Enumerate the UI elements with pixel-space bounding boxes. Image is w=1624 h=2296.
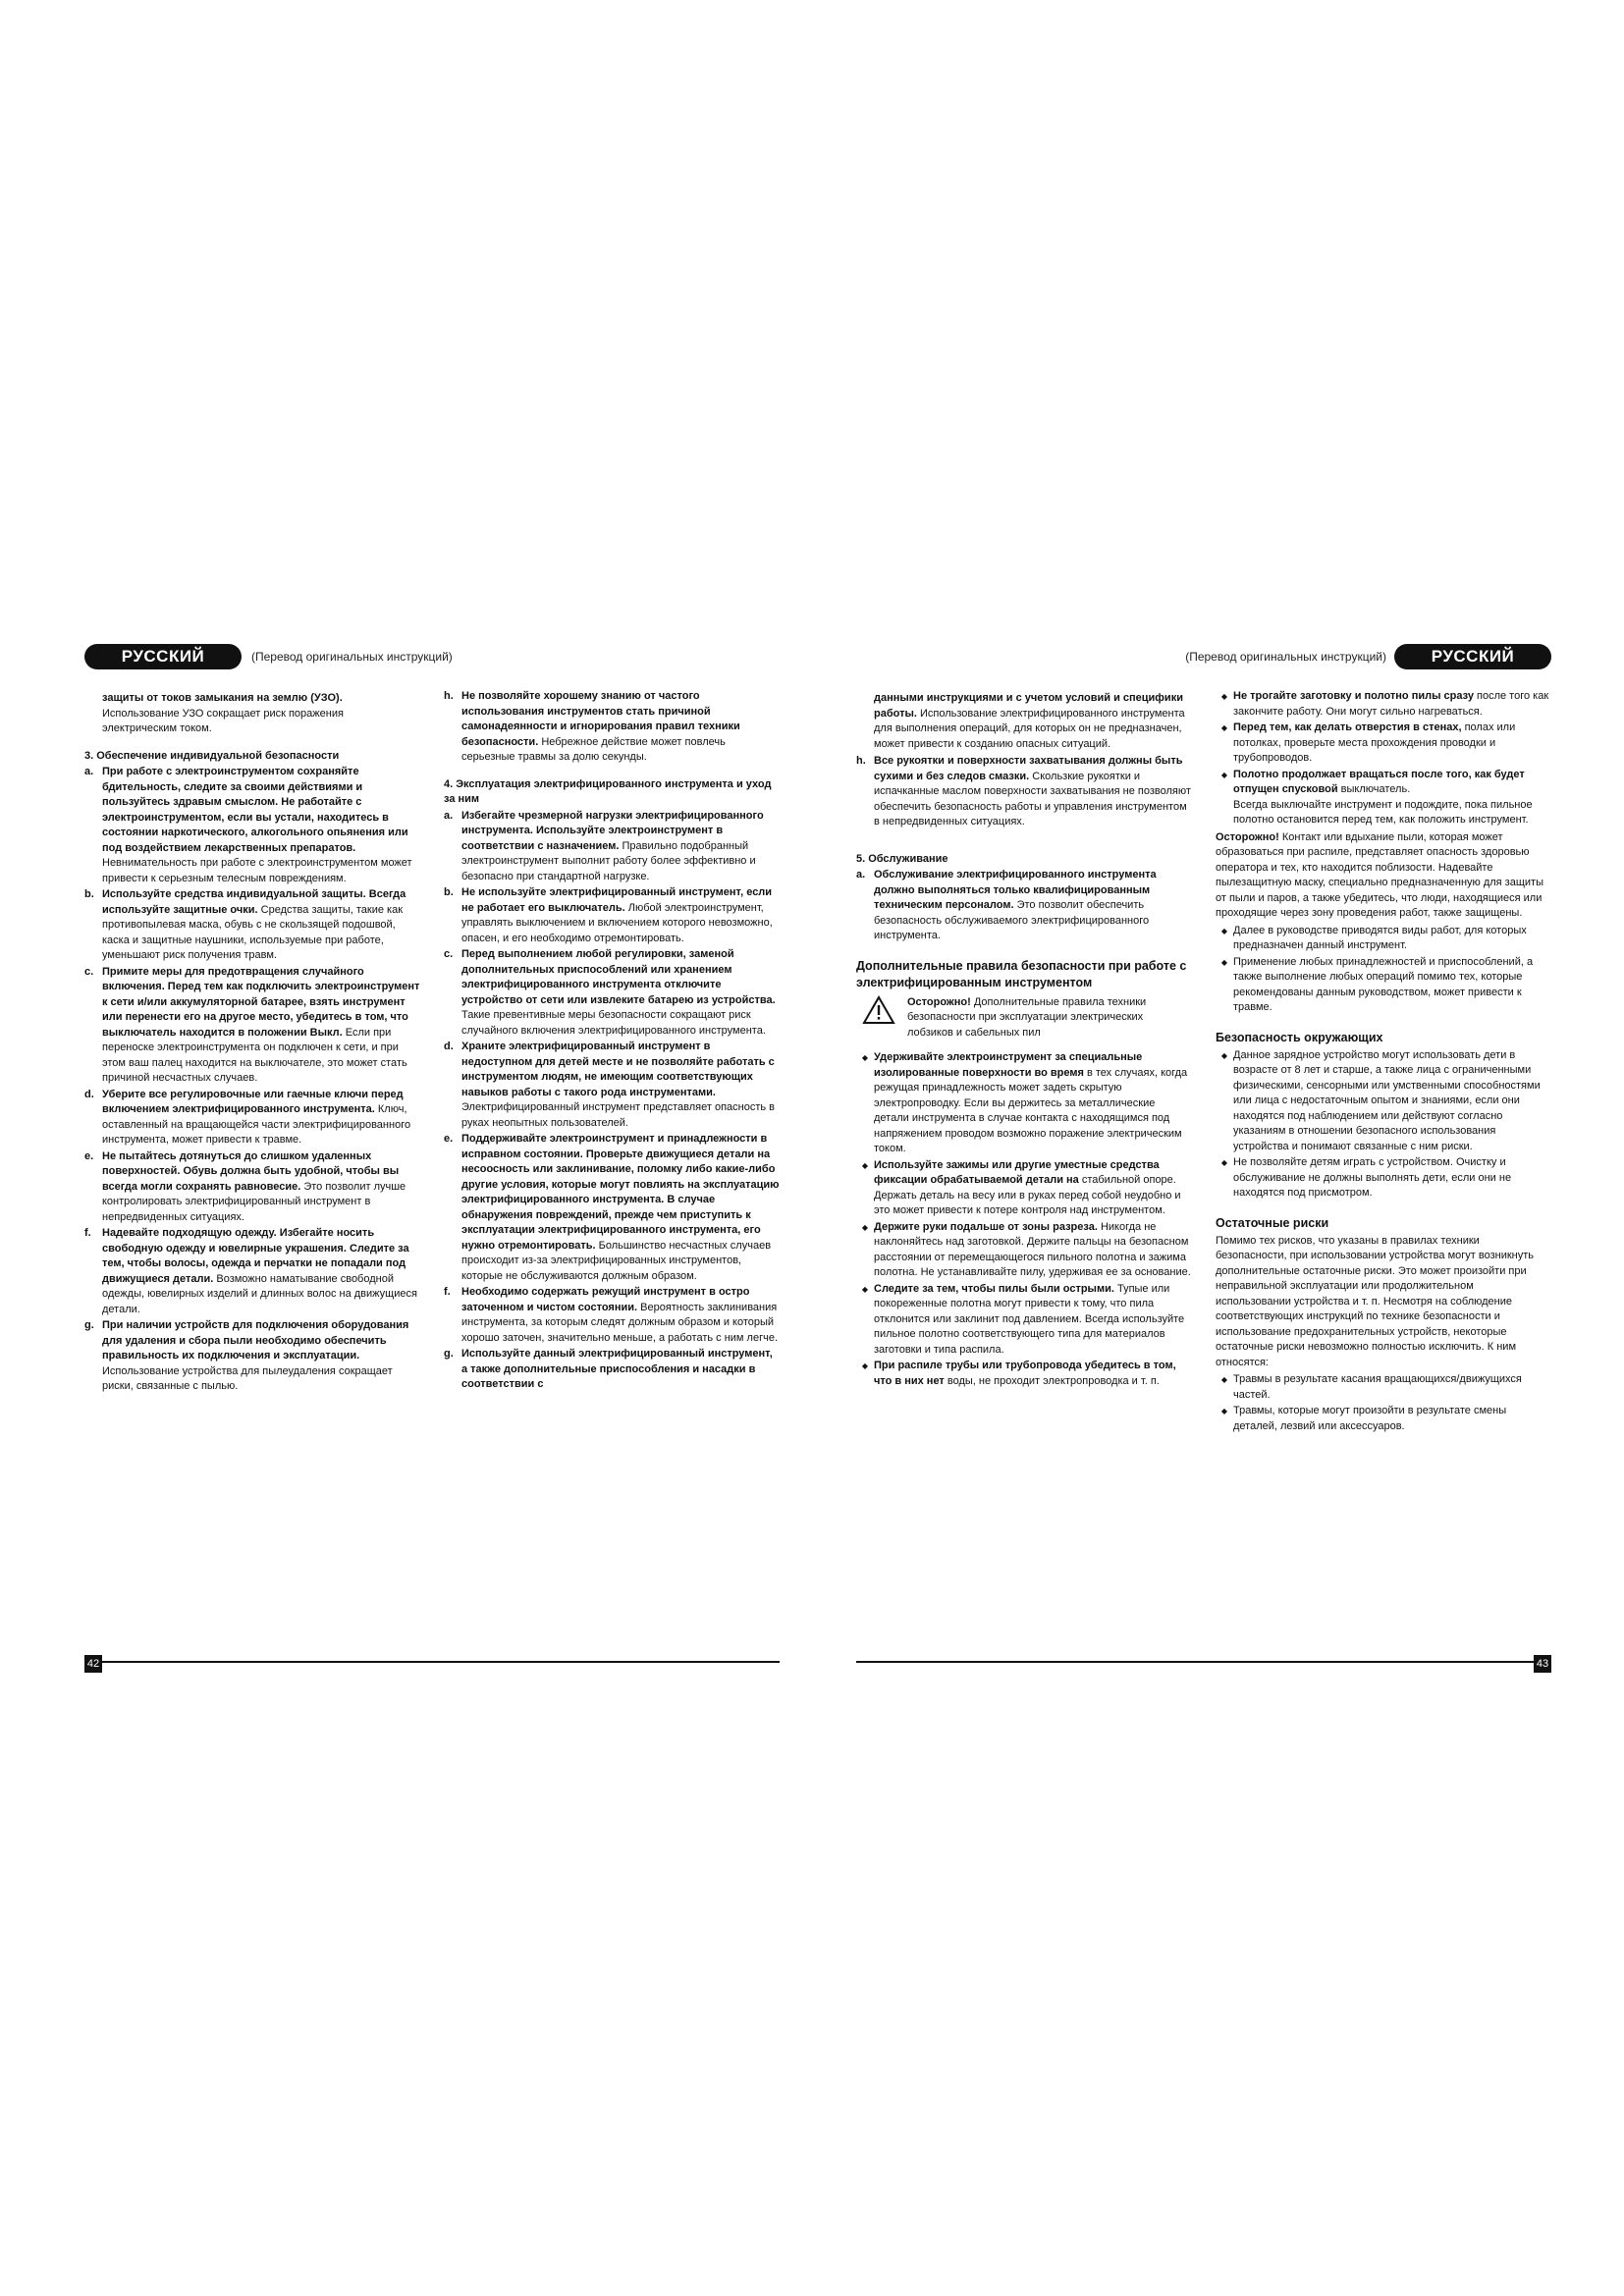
language-badge: РУССКИЙ: [1394, 644, 1551, 669]
language-badge: РУССКИЙ: [84, 644, 242, 669]
section-title: Дополнительные правила безопасности при работе с электрифицированным инструментом: [856, 958, 1187, 989]
bullet-item: ◆ Полотно продолжает вращаться после того, как будет отпущен спусковой выключатель. Всегда выключайте инструмент и подождите, пока пильное полотно остановится перед тем, как положить инструмент.: [1220, 768, 1533, 826]
section-title: Безопасность окружающих: [1216, 1030, 1383, 1044]
para-text: Помимо тех рисков, что указаны в правилах техники безопасности, при использовании устройства могут возникнуть дополнительные остаточные риски. Это может произойти при неправильной эксплуатации или продолжительном использовании устройства и т. п. Несмотря на соблюдение соответствующих инструкций по технике безопасности и использование предохранительных устройств, некоторые остаточные риски невозможно полностью исключить. К ним относятся:: [1216, 1234, 1534, 1368]
section-title: Остаточные риски: [1216, 1215, 1329, 1230]
bullet-item: ◆ При распиле трубы или трубопровода убедитесь в том, что в них нет воды, не проходит электропроводка и т. п.: [861, 1360, 1176, 1387]
bullet-item: ◆ Данное зарядное устройство могут использовать дети в возрасте от 8 лет и старше, а также лица с ограниченными физическими, сенсорными или умственными способностями или лица с недостаточным опытом и знаниями, если они находятся под наблюдением или действуют согласно указаниям в отношении безопасного использования устройства и понимают связанные с ним риски.: [1220, 1048, 1541, 1152]
section-title: 5. Обслуживание: [856, 852, 948, 865]
bullet-item: ◆ Не трогайте заготовку и полотно пилы сразу после того как закончите работу. Они могут сильно нагреваться.: [1220, 690, 1549, 718]
warning-box: Осторожно! Дополнительные правила техники безопасности при эксплуатации электрических лобзиков и сабельных пил: [862, 995, 1192, 1041]
footer-rule: [102, 1661, 780, 1663]
list-item: b. Не используйте электрифицированный инструмент, если не работает его выключатель. Любой электроинструмент, управлять выключением и включением которого невозможно, опасен, и его необходимо отремонтировать.: [444, 886, 773, 944]
bullet-item: ◆ Не позволяйте детям играть с устройством. Очистку и обслуживание не должны выполнять дети, если они не находятся под присмотром.: [1220, 1156, 1512, 1199]
right-column-1: данными инструкциями и с учетом условий и специфики работы. Использование электрифицированного инструмента для выполнения операций, для которых он не предназначен, может привести к созданию опасных ситуаций. h. Все рукоятки и поверхности захватывания должны быть сухими и без следов смазки. Скользкие рукоятки и испачканные маслом поверхности захватывания не позволяют обеспечить безопасность работы и управления инструментом в непредвиденных ситуациях. 5. Обслуживание a. Обслуживание электрифицированного инструмента должно выполняться только квалифицированным техническим персоналом. Это позволит обеспечить безопасность обслуживаемого электрифицированного инструмента. Дополнительные правила безопасности при работе с электрифицированным инструментом Осторожно! Дополнительные правила техники безопасности при эксплуатации электрических лобзиков и сабельных пил ◆ Удерживайте электроинструмент за специальные изолированные поверхности во время в тех случаях, когда режущая принадлежность может задеть скрытую электропроводку. Если вы держитесь за металлические детали инструмента в случае контакта с находящимся под напряжением проводом возможно поражение электрическим током. ◆ Используйте зажимы или другие уместные средства фиксации обрабатываемой детали на стабильной опоре. Держать деталь на весу или в руках перед собой неудобно и это может привести к потере контроля над инструментом. ◆ Держите руки подальше от зоны разреза. Никогда не наклоняйтесь над заготовкой. Держите пальцы на безопасном расстоянии от перемещающегося пильного полотна и зажима полотна. Не устанавливайте пилу, удерживая ее за основание. ◆ Следите за тем, чтобы пилы были острыми. Тупые или покореженные полотна могут привести к тому, что пила отклонится или заклинит под давлением. Всегда используйте пильное полотно соответствующего типа для материалов заготовки и типа распила. ◆ При распиле трубы или трубопровода убедитесь в том, что в них нет воды, не проходит электропроводка и т. п.: [856, 689, 1192, 1629]
list-item: d. Уберите все регулировочные или гаечные ключи перед включением электрифицированного инструмента. Ключ, оставленный на вращающейся части электрифицированного инструмента, может привести к травме.: [84, 1088, 411, 1146]
bullet-item: ◆ Далее в руководстве приводятся виды работ, для которых предназначен данный инструмент.: [1220, 924, 1527, 951]
right-page: [856, 638, 1551, 1698]
footer-rule: [856, 1661, 1534, 1663]
list-item: c. Примите меры для предотвращения случайного включения. Перед тем как подключить электроинструмент к сети и/или аккумуляторной батарее, взять инструмент или перенести его на другое место, убедитесь в том, что выключатель находится в положении Выкл. Если при переноске электроинструмента он подключен к сети, и при этом ваш палец находится на выключателе, это может стать причиной несчастных случаев.: [84, 965, 420, 1084]
list-item: a. Избегайте чрезмерной нагрузки электрифицированного инструмента. Используйте электроинструмент в соответствии с назначением. Правильно подобранный электроинструмент выполнит работу более эффективно и безопасно при стандартной нагрузке.: [444, 809, 764, 882]
left-page: [84, 638, 780, 1698]
bullet-item: ◆ Удерживайте электроинструмент за специальные изолированные поверхности во время в тех случаях, когда режущая принадлежность может задеть скрытую электропроводку. Если вы держитесь за металлические детали инструмента в случае контакта с находящимся под напряжением проводом возможно поражение электрическим током.: [861, 1051, 1188, 1154]
para-bold: защиты от токов замыкания на землю (УЗО).: [102, 692, 343, 704]
section-title: 3. Обеспечение индивидуальной безопасности: [84, 749, 340, 762]
bullet-item: ◆ Травмы в результате касания вращающихся/движущихся частей.: [1220, 1373, 1522, 1401]
list-item: f. Необходимо содержать режущий инструмент в остро заточенном и чистом состоянии. Вероятность заклинивания инструмента, за которым следят должным образом и который хорошо заточен, значительно меньше, а работать с ним легче.: [444, 1286, 778, 1344]
para-text: Использование УЗО сокращает риск поражения электрическим током.: [102, 707, 344, 734]
translation-note: (Перевод оригинальных инструкций): [251, 650, 453, 664]
list-item: h. Не позволяйте хорошему знанию от частого использования инструментов стать причиной самонадеянности и игнорирования правил техники безопасности. Небрежное действие может повлечь серьезные травмы за долю секунды.: [444, 690, 740, 763]
section-title: 4. Эксплуатация электрифицированного инструмента и уход за ним: [444, 777, 772, 805]
bullet-item: ◆ Применение любых принадлежностей и приспособлений, а также выполнение любых операций помимо тех, которые рекомендованы данным руководством, может привести к травме.: [1220, 955, 1534, 1013]
list-item: c. Перед выполнением любой регулировки, заменой дополнительных приспособлений или хранением электрифицированного инструмента отключите устройство от сети или извлеките батарею из устройства. Такие превентивные меры безопасности сокращают риск случайного включения электрифицированного инструмента.: [444, 948, 776, 1037]
list-item: b. Используйте средства индивидуальной защиты. Всегда используйте защитные очки. Средства защиты, такие как противопылевая маска, обувь с не скользящей подошвой, каска и защитные наушники, используемые при работе, уменьшают риск получения травм.: [84, 888, 406, 961]
list-item: g. При наличии устройств для подключения оборудования для удаления и сбора пыли необходимо обеспечить правильность их подключения и эксплуатации. Использование устройства для пылеудаления сокращает риски, связанные с пылью.: [84, 1319, 409, 1392]
bullet-item: ◆ Держите руки подальше от зоны разреза. Никогда не наклоняйтесь над заготовкой. Держите пальцы на безопасном расстоянии от перемещающегося пильного полотна и зажима полотна. Не устанавливайте пилу, удерживая ее за основание.: [861, 1220, 1191, 1278]
left-column-1: [84, 689, 420, 1629]
left-column-2: [444, 689, 780, 1629]
list-item: e. Не пытайтесь дотянуться до слишком удаленных поверхностей. Обувь должна быть удобной, чтобы вы всегда могли сохранять равновесие. Это позволит лучше контролировать электрифицированный инструмент в непредвиденных ситуациях.: [84, 1149, 406, 1223]
page-number: 42: [84, 1655, 102, 1673]
list-item: a. Обслуживание электрифицированного инструмента должно выполняться только квалифицированным техническим персоналом. Это позволит обеспечить безопасность обслуживаемого электрифицированного инструмента.: [856, 869, 1157, 941]
page-header: [856, 638, 1551, 675]
page-number: 43: [1534, 1655, 1551, 1673]
list-item: g. Используйте данный электрифицированный инструмент, а также дополнительные приспособления и насадки в соответствии с: [444, 1348, 773, 1390]
list-item: h. Все рукоятки и поверхности захватывания должны быть сухими и без следов смазки. Скользкие рукоятки и испачканные маслом поверхности захватывания не позволяют обеспечить безопасность работы и управления инструментом в непредвиденных ситуациях.: [856, 755, 1191, 828]
bullet-item: ◆ Следите за тем, чтобы пилы были острыми. Тупые или покореженные полотна могут привести к тому, что пила отклонится или заклинит под давлением. Всегда используйте пильное полотно соответствующего типа для материалов заготовки и типа распила.: [861, 1282, 1185, 1356]
list-item: d. Храните электрифицированный инструмент в недоступном для детей месте и не позволяйте работать с инструментом людям, не имеющим соответствующих навыков работы с такого рода инструментами. Электрифицированный инструмент представляет опасность в руках неопытных пользователей.: [444, 1041, 776, 1129]
list-item: f. Надевайте подходящую одежду. Избегайте носить свободную одежду и ювелирные украшения. Следите за тем, чтобы волосы, одежда и перчатки не попадали под движущиеся детали. Возможно наматывание свободной одежды, ювелирных изделий и длинных волос на движущиеся детали.: [84, 1227, 417, 1315]
bullet-item: ◆ Травмы, которые могут произойти в результате смены деталей, лезвий или аксессуаров.: [1220, 1405, 1507, 1432]
list-item: e. Поддерживайте электроинструмент и принадлежности в исправном состоянии. Проверьте движущиеся детали на несоосность или заклинивание, поломку либо какие-либо другие условия, которые могут повлиять на эксплуатацию электрифицированного инструмента. В случае обнаружения повреждений, прежде чем приступить к эксплуатации электрифицированного инструмента, его нужно отремонтировать. Большинство несчастных случаев происходит из-за электрифицированных инструментов, которые не обслуживаются должным образом.: [444, 1133, 780, 1282]
right-column-2: ◆ Не трогайте заготовку и полотно пилы сразу после того как закончите работу. Они могут сильно нагреваться. ◆ Перед тем, как делать отверстия в стенах, полах или потолках, проверьте места прохождения проводки и трубопроводов. ◆ Полотно продолжает вращаться после того, как будет отпущен спусковой выключатель. Всегда выключайте инструмент и подождите, пока пильное полотно остановится перед тем, как положить инструмент. Осторожно! Контакт или вдыхание пыли, которая может образоваться при распиле, представляет опасность здоровью оператора и тех, кто находится поблизости. Надевайте пылезащитную маску, специально предназначенную для защиты от пыли и паров, а также убедитесь, что люди, находящиеся или проходящие через зону проведения работ, также защищены. ◆ Далее в руководстве приводятся виды работ, для которых предназначен данный инструмент. ◆ Применение любых принадлежностей и приспособлений, а также выполнение любых операций помимо тех, которые рекомендованы данным руководством, может привести к травме. Безопасность окружающих ◆ Данное зарядное устройство могут использовать дети в возрасте от 8 лет и старше, а также лица с ограниченными физическими, сенсорными или умственными способностями или лица с недостаточным опытом и знаниями, если они находятся под наблюдением или действуют согласно указаниям в отношении безопасного использования устройства и понимают связанные с ним риски. ◆ Не позволяйте детям играть с устройством. Очистку и обслуживание не должны выполнять дети, если они не находятся под присмотром. Остаточные риски Помимо тех рисков, что указаны в правилах техники безопасности, при использовании устройства могут возникнуть дополнительные остаточные риски. Это может произойти при неправильной эксплуатации или продолжительном использовании устройства и т. п. Несмотря на соблюдение соответствующих инструкций по технике безопасности и использование предохранительных устройств, некоторые остаточные риски невозможно полностью исключить. К ним относятся: ◆ Травмы в результате касания вращающихся/движущихся частей. ◆ Травмы, которые могут произойти в результате смены деталей, лезвий или аксессуаров.: [1216, 689, 1551, 1629]
bullet-item: ◆ Перед тем, как делать отверстия в стенах, полах или потолках, проверьте места прохождения проводки и трубопроводов.: [1220, 721, 1516, 764]
page-header: [84, 638, 780, 675]
list-item: a. При работе с электроинструментом сохраняйте бдительность, следите за своими действиями и пользуйтесь здравым смыслом. Не работайте с электроинструментом, если вы устали, находитесь в состоянии наркотического, алкогольного опьянения или под воздействием лекарственных препаратов. Невнимательность при работе с электроинструментом может привести к серьезным телесным повреждениям.: [84, 766, 412, 884]
bullet-item: ◆ Используйте зажимы или другие уместные средства фиксации обрабатываемой детали на стабильной опоре. Держать деталь на весу или в руках перед собой неудобно и это может привести к потере контроля над инструментом.: [861, 1158, 1181, 1216]
translation-note: (Перевод оригинальных инструкций): [1185, 650, 1386, 664]
warning-triangle-icon: [862, 995, 895, 1025]
